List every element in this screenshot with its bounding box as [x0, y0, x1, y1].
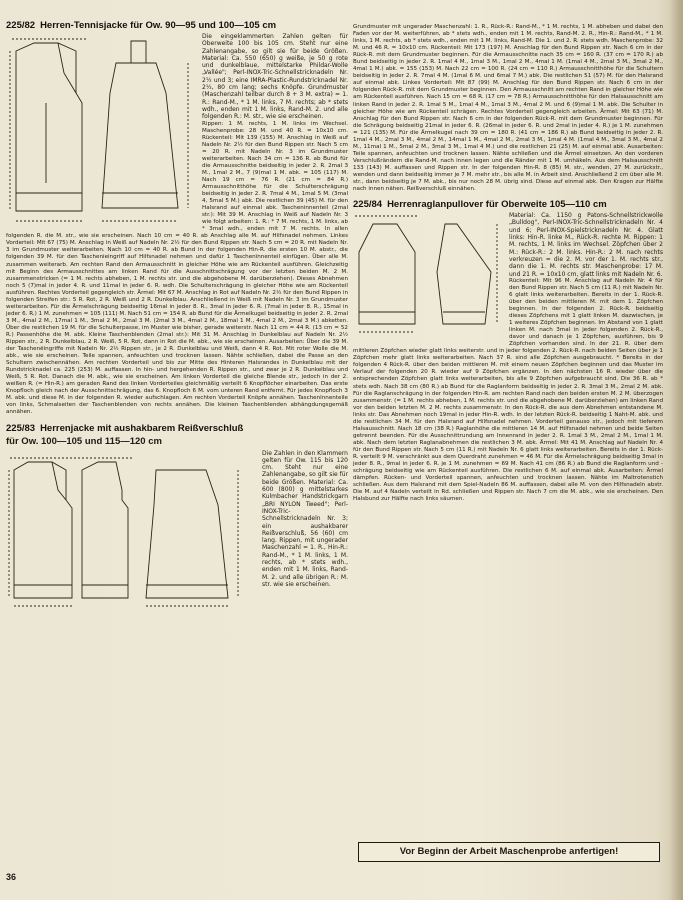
section-heading	[6, 20, 348, 31]
section-heading	[353, 199, 663, 210]
section-heading	[6, 423, 348, 434]
raglan-pullover-schematic	[353, 212, 503, 340]
right-column	[353, 24, 663, 503]
pattern-title: Herrenjacke mit aushakbarem Reißverschluß	[40, 422, 244, 434]
pattern-number: 225/82	[6, 20, 36, 31]
tennis-jacket-schematic	[6, 33, 196, 231]
page-number: 36	[6, 872, 17, 882]
pattern-number: 225/83	[6, 422, 36, 434]
section-225-82	[6, 20, 348, 417]
gauge-swatch-notice: Vor Beginn der Arbeit Maschenprobe anfertigen!	[358, 842, 660, 862]
pattern-intro: Die eingeklammerten Zahlen gelten für Oberweite 100 bis 105 cm. Steht nur eine Zahlenangabe, so gilt sie für beide Größen. Material: Ca. 550 (650) g weiße, je 50 g rote und dunkelblaue, mittelstarke Phildar-Wolle „Vallée"; Perl-INOX-Tric-Schnellstricknadeln Nr. 2½ und 3; eine IMRA-Plastic-Rundstricknadel Nr. 2½, 80 cm lang; sechs Knöpfe. Grundmuster (Maschenzahl teilbar durch 8 + 3 M. extra) = 1. R.: Rand-M., * 1 M. links, 7 M. rechts; ab * stets wdh., enden mit 1 M. links, Rand-M. 2. und alle folgenden R.: M. str., wie sie erscheinen.	[202, 33, 348, 121]
section-225-83	[6, 423, 348, 612]
pattern-subtitle: für Ow. 100—105 und 115—120 cm	[6, 435, 162, 447]
left-column	[6, 20, 348, 612]
pattern-instructions-continued: Grundmuster mit ungerader Maschenzahl: 1. R., Rück-R.: Rand-M., * 1 M. rechts, 1 M. abheben und dabei den Faden vor der M. weiterführen, ab * stets wdh., enden mit 1 M. rechts, Rand-M. 2. R., Hin-R.: Rand-M., * 1 M. links, 1 M. rechts, ab * stets wdh., enden mit 1 M. links, Rand-M. Die 1. und 2. R. stets wdh. Maschenprobe: 32 M. und 46 R. = 10x10 cm. Rückenteil: Mit 173 (197) M. Anschlag für den Bund Rippen str. Nach 6 cm in der Rück-R. mit dem Grundmuster beginnen. Für die Armausschnitte nach 35 cm = 160 R. (37 cm = 170 R.) ab Bund beidseitig in jeder 2. R. 1mal 4 M., 1mal 3 M., 1mal 2 M., 4mal 1 M. (1mal 4 M., 2mal 3 M., 3mal 2 M., 4mal 1 M.) abk. = 155 (153) M. Nach 22 cm = 100 R. (24 cm = 110 R.) Armausschnitthöhe für die Schultern beidseitig in jeder 2. R. 7mal 4 M. (1mal 6 M. und 6mal 7 M.) abk. Die restlichen 51 (57) M. für den Halsrand auf einmal abk. Linkes Vorderteil: Mit 87 (99) M. Anschlag für den Bund Rippen str. Nach 6 cm in der folgenden Rück-R. mit dem Grundmuster beginnen. Den Armausschnitt am rechten Rand in gleicher Höhe wie am Rückenteil ausführen. Nach 15 cm = 68 R. (17 cm = 78 R.) Armausschnitthöhe für den Halsausschnitt am linken Rand in jeder 2. R. 1mal 5 M., 1mal 4 M., 1mal 3 M., 4mal 2 M. und 6 (9)mal 1 M. abk. Die Schulter in gleicher Höhe wie am Rückenteil schrägen. Rechtes Vorderteil gegengleich arbeiten. Ärmel: Mit 63 (71) M. Anschlag für den Bund Rippen str. Nach 6 cm in der folgenden Rück-R. mit dem Grundmuster beginnen. Für die Schrägung beidseitig 21mal in jeder 6. R. (26mal in jeder 6. R. und 2mal in jeder 4. R.) je 1 M. zunehmen = 121 (135) M. Für die Ärmelkugel nach 39 cm = 180 R. (41 cm = 186 R.) ab Bund beidseitig in jeder 2. R. 1mal 4 M., 2mal 3 M., 4mal 2 M., 14mal 1 M., 4mal 2 M., 2mal 3 M., 1mal 4 M. (1mal 4 M., 3mal 3 M., 4mal 2 M., 11mal 1 M., 5mal 2 M., 3mal 3 M., 1mal 4 M.) und die restlichen 21 (25) M. auf einmal abk. Ausarbeiten: Teile spannen, anfeuchten und trocknen lassen. Nähte schließen und die Ärmel einsetzen. An den vorderen Verschlußrändern die Rand-M. nach innen legen und die Ränder mit 1 M. umhäkeln. Aus dem Halsausschnitt 133 (143) M. auffassen und Rippen str. In der folgenden Hin-R. 8 (85) M. str., wenden, 27 M. zurückstr., wenden und dann beidseitig immer je 7 M. mehr str., bis alle M. in Arbeit sind. Anschließend 2 cm über alle M. str., dann beidseitig je 7 M. abk., bis nur noch 28 M. übrig sind. Diese auf einmal abk. Den Kragen zur Hälfte nach innen nähen. Reißverschluß einnähen.	[353, 24, 663, 193]
pattern-instructions: Rückenteil: Mit 96 M. Anschlag auf Nadeln Nr. 4 für den Bund Rippen str. Nach 5 cm (11 R.) mit Nadeln Nr. 6 glatt links weiterarbeiten. Bereits in der 1. Rück-R. über den beiden mittleren M. mit dem 1. Zöpfchen beginnen. In der folgenden 2. Rück-R. beidseitig dieses Zöpfchens mit 1 glatt linken M. dazwischen, je 1 weiteres Zöpfchen beginnen. Im Abstand von 1 glatt linken M. nach 3mal in jeder folgenden 2. Rück-R., davor und danach je 1 Zöpfchen, ausführen, bis 9 Zöpfchen vorhanden sind. In der 21. R. über dem mittleren Zöpfchen wieder glatt links weiterstr. und in jeder folgenden 2. Rück-R. nach beiden Seiten über je 1 Zöpfchen mehr glatt links weiterarbeiten. Nach 37 R. sind alle Zöpfchen ausgebraucht. * Bereits in der folgenden 4 Rück-R. über den beiden mittleren M. mit einem neuen Zöpfchen beginnen und das Muster im Verlauf der folgenden 20 R. wieder auf 9 Zöpfchen ergänzen. In den nächsten 16 R. wieder über die entsprechenden Zöpfchen glatt links weiterarbeiten, bis alle 9 Zöpfchen aufgebraucht sind. Die 36 R. ab * stets wdh. Nach 38 cm (80 R.) ab Bund für die Raglanform beidseitig in jeder 2. R. 3mal 3 M., 2mal 2 M. abk. Für die Raglanschrägung in der folgenden Hin-R. am rechten Rand nach den beiden ersten M. 2 M. überzogen zusammenstr. (= 1 M. rechts abheben, 1 M. rechts str. und die abgehobene M. darüberziehen) am linken Rand vor den beiden letzten M. 2 M. rechts zusammenstr. In den Rück-R. die aus dem Abnehmen entstandene M. links str. Das Abnehmen noch 19mal in jeder Hin-R. wdh. In der letzten Rück-R. beidseitig 1 Naht-M. abk. und die restlichen 34 M. für den Halsrand auf Hilfsnadel nehmen. Vorderteil genauso str., jedoch mit tieferem Halsausschnitt. Nach 18 cm (38 R.) Raglanhöhe die mittleren 14 M. auf Hilfsnadel nehmen und beide Seiten getrennt beenden. Für die Ausschnittrundung am Innenrand in jeder 2. R. 1mal 3 M., 2mal 2 M., 1mal 1 M. abk. Nach dem letzten Raglanabnehmen die restlichen 3 M. abk. Ärmel: Mit 41 M. Anschlag auf Nadeln Nr. 4 für den Bund Rippen str. Nach 5 cm (11 R.) mit Nadeln Nr. 6 glatt links weiterarbeiten. Bereits in der 1. Rück-R. verteilt 9 M. verschränkt aus dem Querdraht zunehmen = 46 M. Für die Ärmelschrägung beidseitig 3mal in jeder 8. R., 9mal in jeder 6. R. je 1 M. zunehmen = 69 M. Nach 41 cm (86 R.) ab Bund die Raglanform und -schrägung beidseitig wie am Rückenteil ausführen. Die restlichen 6 M. auf einmal abk. Ausarbeiten: Ärmel dämpfen. Rücken- und Vorderteil spannen, anfeuchten und trocknen lassen. Nähte im Maltrotenstich schließen. Aus dem Halsrand mit dem Spiel-Nadeln 86 M. auffassen, dabei alle M. von den Hilfsnadeln abstr. Die M. auf 4 Nadeln verteilt in Rd. schließen und Rippen str. Nach 7 cm die M. abk., wie sie erscheinen. Den Halsbund zur Hälfte nach links säumen.	[353, 277, 663, 503]
pattern-intro: Material: Ca. 1150 g Patons-Schnellstrickwolle „Bulldog", Perl-INOX-Tric-Schnellstricknadeln Nr. 4 und 6; Perl-INOX-Spielstricknadeln Nr. 4. Glatt links: Hin-R. linke M., Rück-R. rechte M. Rippen: 1 M. rechts, 1 M. links im Wechsel. Zöpfchen über 2 M.: Rück-R.: 2 M. links. Hin-R.: 2 M. nach rechts verkreuzen = die 2. M. vor der 1. M. rechts str., dann die 1. M. rechts str. Maschenprobe: 17 M. und 21 R. = 10x10 cm, glatt links mit Nadeln Nr. 6.	[509, 212, 663, 278]
pattern-title: Herren-Tennisjacke für Ow. 90—95 und 100—105 cm	[40, 20, 277, 31]
pattern-title: Herrenraglanpullover für Oberweite 105—110 cm	[387, 199, 607, 211]
pattern-instructions: Rippen: 1 M. rechts, 1 M. links im Wechsel. Maschenprobe: 28 M. und 40 R. = 10x10 cm. Rückenteil: Mit 139 (155) M. Anschlag in Weiß auf Nadeln Nr. 2½ für den Bund Rippen str. Nach 5 cm = 20 R. mit Nadeln Nr. 3 im Grundmuster weiterarbeiten. Nach 34 cm = 136 R. ab Bund für die Armausschnitte beidseitig in jeder 2. R. 2mal 3 M., 1mal 2 M., 7 (9)mal 1 M. abk. = 105 (117) M. Nach 19 cm = 76 R. (21 cm = 84 R.) Armausschnitthöhe für die Schulterschrägung beidseitig in jeder 2. R. 7mal 4 M., 1mal 5 M. (3mal 4, 5mal 5 M.) abk. Die restlichen 39 (45) M. für den Halsrand auf einmal abk. Tascheninnenteil (2mal str.): Mit 39 M. Anschlag in Weiß auf Nadeln Nr. 3 wie folgt arbeiten: 1. R.: * 7 M. rechts, 1 M. links, ab * 3mal wdh., enden mit 7 M. rechts. In allen folgenden R. die M. str., wie sie erscheinen. Nach 10 cm = 40 R. ab Anschlag alle M. auf Hilfsnadel nehmen. Linkes Vorderteil: Mit 67 (75) M. Anschlag in Weiß auf Nadeln Nr. 2½ für den Bund Rippen str. Nach 5 cm = 20 R. mit Nadeln Nr. 3 im Grundmuster weiterarbeiten. Nach 10 cm = 40 R. ab Bund in der folgenden Hin-R. die ersten 10 M. abstr., die folgenden 39 M. für den Taschenieingriff auf Hilfsnadel nehmen und dafür 1 Taschenïnnenteil einfügen. Über alle M. zusammen weiterarb. Am rechten Rand den Armausschnitt in gleicher Höhe wie am Rückenteil ausführen. Gleichzeitig mit Beginn des Armausschnittes am linken Rand für die Ausschnittschrägung vor der letzten beiden M. 2 M. zusammenstricken (= 1 M. rechts abheben, 1 M. rechts str. und die abgehobene M. darüberziehen). Dieses Abnehmen noch 5 (7)mal in jeder 4. R. und 11mal in jeder 6. R. wdh. Die Schulterschrägung in gleicher Höhe wie am Rückenteil ausführen. Rechtes Vorderteil gegengleich str. Ärmel: Mit 67 M. Anschlag in Rot auf Nadeln Nr. 2½ für den Bund Rippen in folgenden Streifen str.: 5 R. Rot, 2 R. Weiß und 2 R. Dunkelblau. Anschließend in Weiß mit Nadeln Nr. 3 im Grundmuster weiterarbeiten. Für die Ärmelschrägung beidseitig 16mal in jeder 8. R., 3mal in jeder 6. R. (7mal in jeder 8. R., 15mal in jeder 6. R.) 1 M. zunehmen = 105 (111) M. Nach 51 cm = 154 R. ab Bund für die Ärmelkugel beidseitig in jeder 2. R. 2mal 3 M., 4mal 2 M., 17mal 1 M., 3mal 2 M., 2mal 3 M. (2mal 3 M., 4mal 2 M., 18mal 1 M., 4mal 2 M., 2mal 3 M.) abketten. Über die restlichen 19 M. für die Schulterpasse, im Muster wie bisher, gerade weiterstr. Nach 11 cm = 44 R. (13 cm = 52 R.) Passenhöhe die M. abk. Kleine Taschenblenden (2mal str.): Mit 31 M. Anschlag in Dunkelblau auf Nadeln Nr. 2½ Rippen str., 2 R. Dunkelblau, 2 R. Weiß, 5 R. Rot, dann in Rot die M. abk., wie sie erscheinen. Ausarbeiten: Über die 39 M. der Taschenëingriffe mit Nadeln Nr. 2½ Rippen str., je 2 R. Dunkelblau und Weiß, dann 4 R. Rot. Mit roter Wolle die M. abk., wie sie erscheinen. Teile spannen, anfeuchten und trocknen lassen. Nähte schließen, dabei die Passe an den Schultern zwischennähen. Am rechten Vorderteil und bis zur Mitte des Hinteren Halsrandes in Dunkelblau mit der Rundstricknadel ca. 225 (253) M. auffassen. In hin- und hergehenden R. Rippen str., und zwar je 2 R. Dunkelblau und Weiß, 5 R. Rot. Danach die M. abk., wie sie erscheinen. Am linken Vorderteil die gleiche Blende str., jedoch in der 2. weißen R. (= Hin-R.) am geraden Rand des linken Vorderteiles gleichmäßig verteilt 6 Knopflöcher einarbeiten. Das erste Knopfloch gleich nach der Ausschnittschrägung, das 6. Knopfloch 6 M. vom unteren Rand entfernt. Für jedes Knopfloch 3 M. abk. und diese M. in der folgenden R. wieder aufschlagen. Am rechten Vorderteil Knöpfe annähen. Taschenïnnenteile von links, Schmalseiten der Taschenblenden von rechts annähen. Die kleinen Taschenblenden abhängdungsgemäß annähen.	[6, 120, 348, 416]
section-225-84	[353, 199, 663, 503]
pattern-intro: Die Zahlen in den Klammern gelten für Ow. 115 bis 120 cm. Steht nur eine Zahlenangabe, so gilt sie für beide Größen. Material: Ca. 600 (800) g mittelstarkes Kulmbacher Handstrickgarn „BRI NYLON Tweed"; Perl-INOX-Tric-Schnellstricknadeln Nr. 3; ein aushakbarer Reißverschluß, 56 (60) cm lang. Rippen, mit ungerader Maschenzahl = 1. R., Hin-R.: Rand-M., * 1 M. links, 1 M. rechts, ab * stets wdh., enden mit 1 M. links, Rand-M. 2. und alle übrigen R.: M. str. wie sie erscheinen.	[262, 449, 348, 588]
pattern-number: 225/84	[353, 199, 383, 211]
page-binding-shadow	[669, 0, 683, 900]
zip-jacket-schematic	[6, 450, 256, 610]
